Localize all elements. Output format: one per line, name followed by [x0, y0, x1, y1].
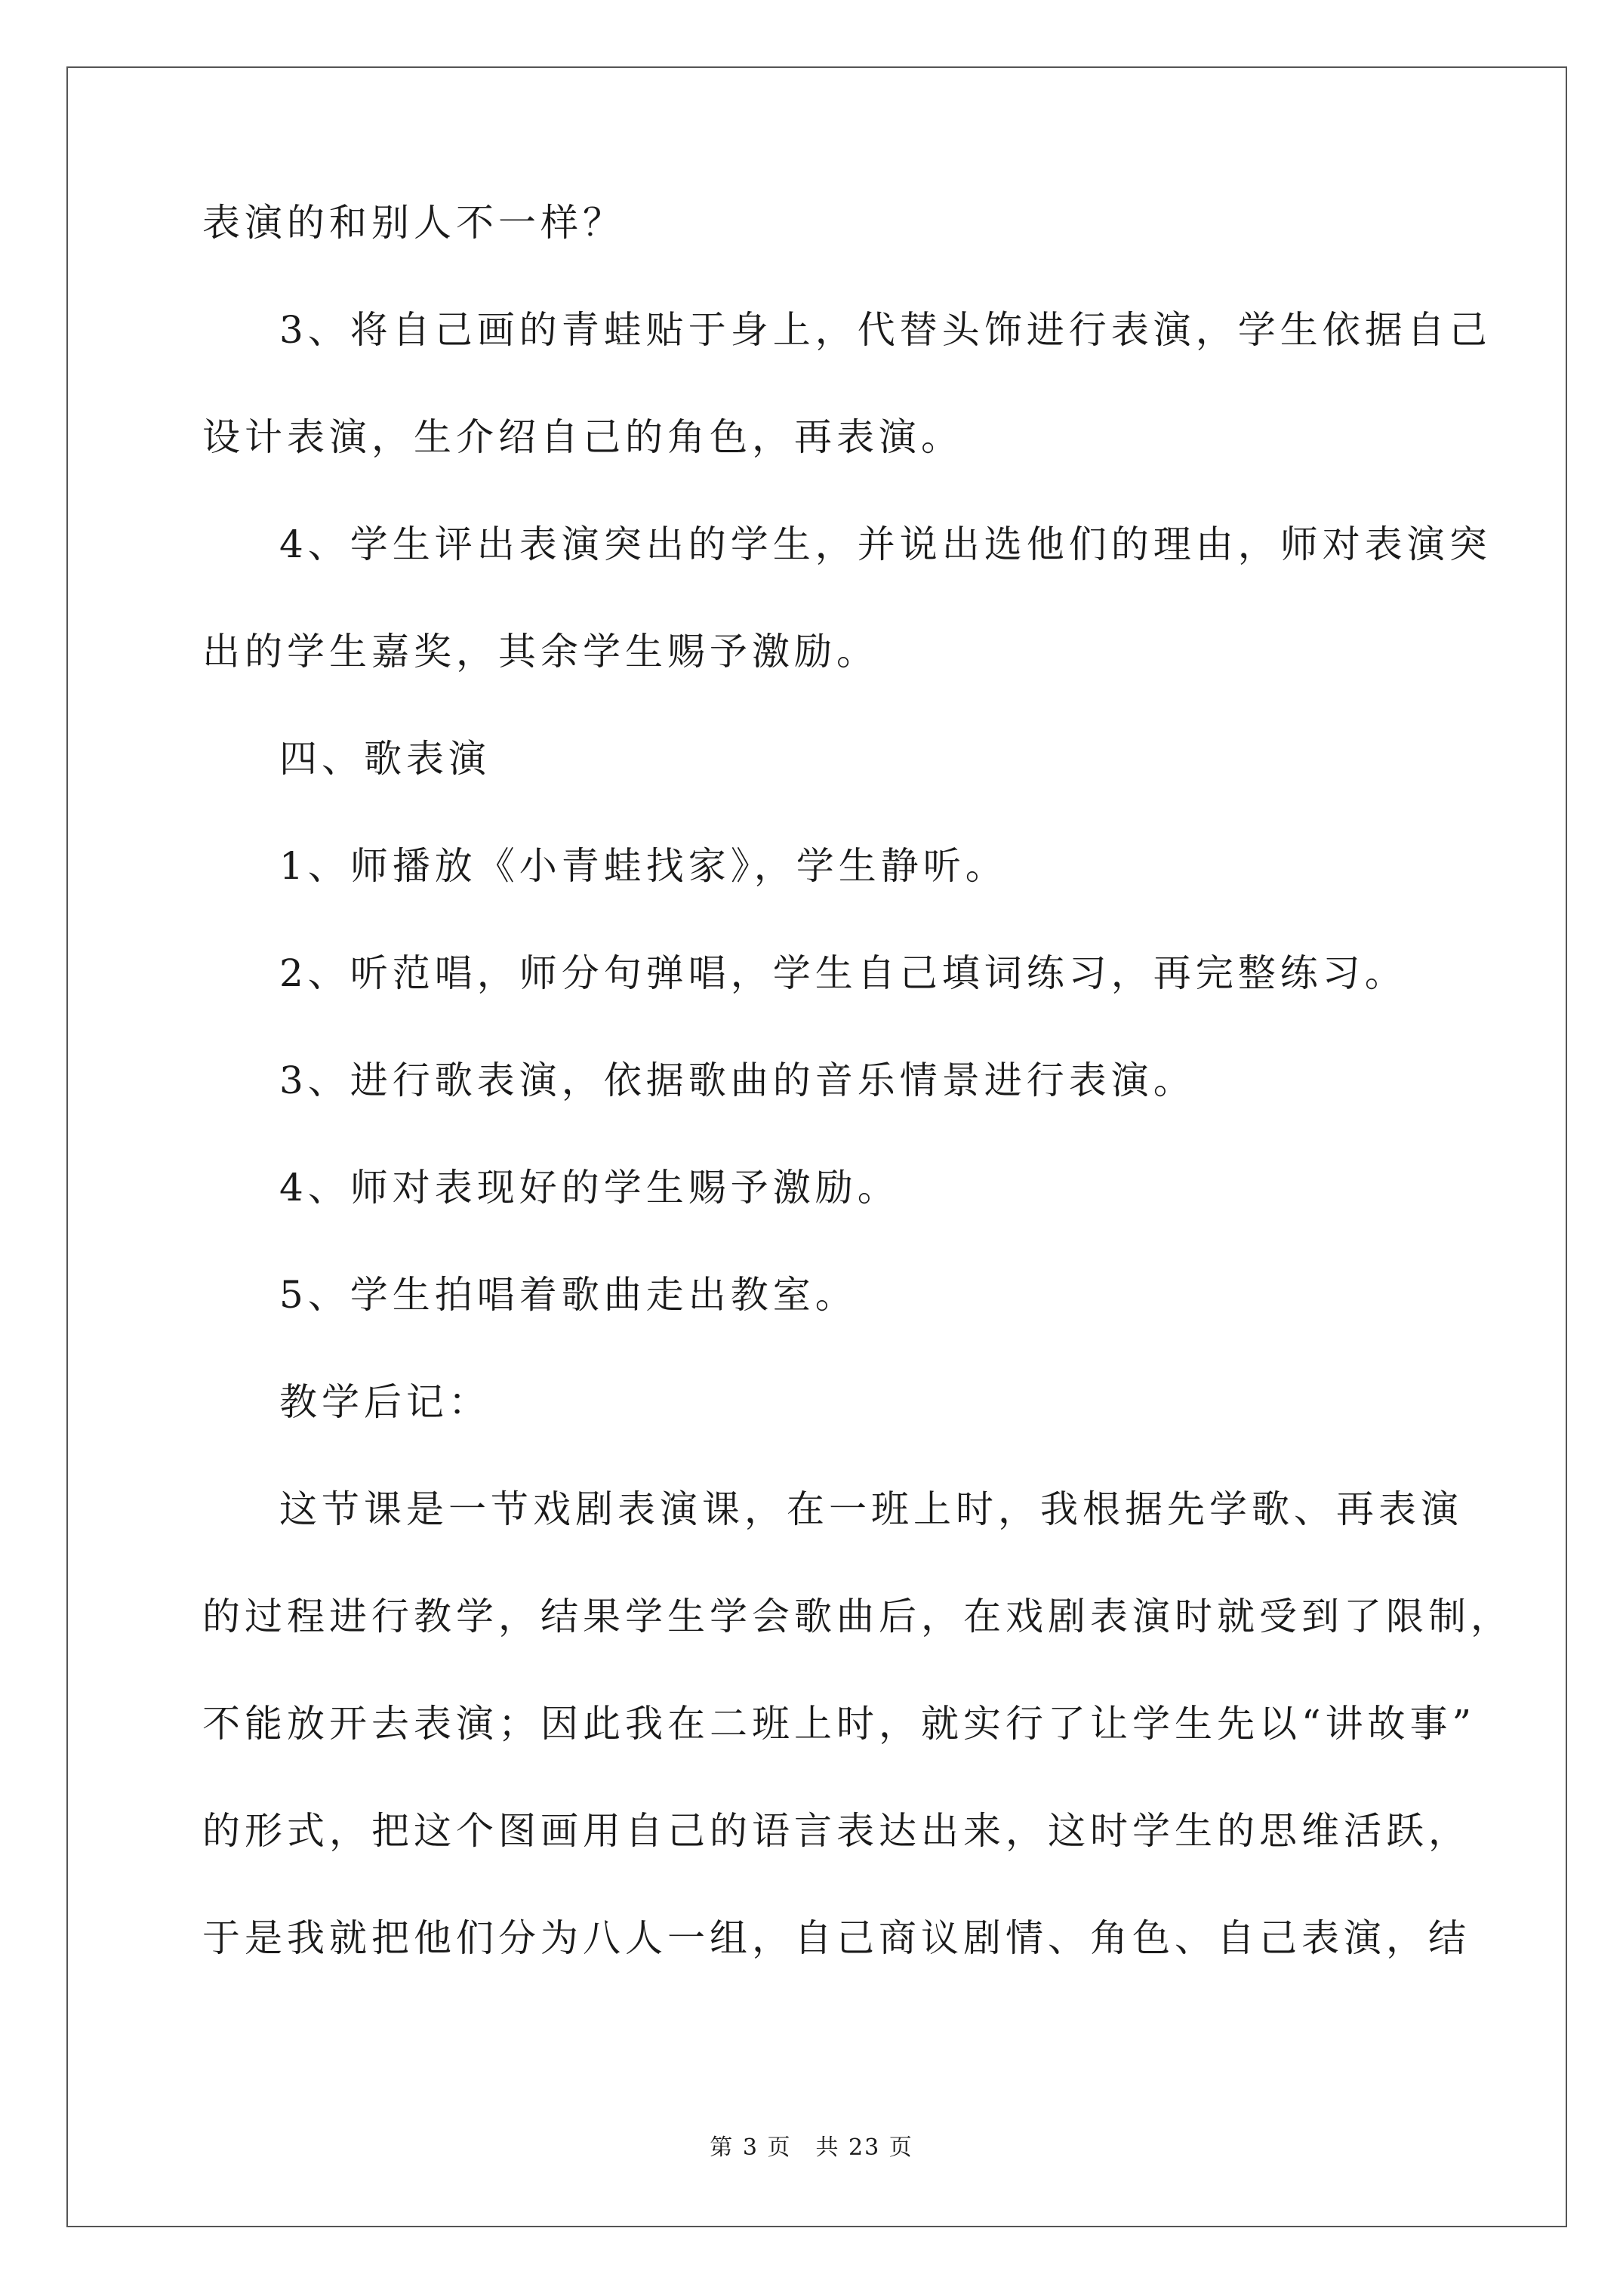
- text-line: 出的学生嘉奖，其余学生赐予激励。: [202, 630, 879, 673]
- text-line: 5、学生拍唱着歌曲走出教室。: [279, 1273, 858, 1317]
- text-line: 3、将自己画的青蛙贴于身上，代替头饰进行表演，学生依据自己: [279, 308, 1492, 352]
- document-body: [202, 201, 1513, 2026]
- text-line: 于是我就把他们分为八人一组，自己商议剧情、角色、自己表演，结: [202, 1916, 1471, 1960]
- text-line: 的形式，把这个图画用自己的语言表达出来，这时学生的思维活跃，: [202, 1809, 1471, 1853]
- text-line: 3、进行歌表演，依据歌曲的音乐情景进行表演。: [279, 1059, 1196, 1102]
- page-number: 第 3 页 共 23 页: [710, 2134, 913, 2161]
- text-line: 不能放开去表演；因此我在二班上时，就实行了让学生先以“讲故事”: [202, 1702, 1477, 1746]
- section-heading: 教学后记：: [279, 1380, 491, 1424]
- text-line: 4、师对表现好的学生赐予激励。: [279, 1166, 900, 1210]
- text-line: 设计表演，生介绍自己的角色，再表演。: [202, 415, 963, 459]
- text-line: 表演的和别人不一样？: [202, 201, 625, 245]
- text-line: 1、师播放《小青蛙找家》，学生静听。: [279, 844, 1008, 888]
- text-line: 4、学生评出表演突出的学生，并说出选他们的理由，师对表演突: [279, 522, 1492, 566]
- text-line: 的过程进行教学，结果学生学会歌曲后，在戏剧表演时就受到了限制，: [202, 1595, 1513, 1638]
- section-heading: 四、歌表演: [279, 737, 491, 781]
- text-line: 2、听范唱，师分句弹唱，学生自己填词练习，再完整练习。: [279, 951, 1407, 995]
- text-line: 这节课是一节戏剧表演课，在一班上时，我根据先学歌、再表演: [279, 1487, 1463, 1531]
